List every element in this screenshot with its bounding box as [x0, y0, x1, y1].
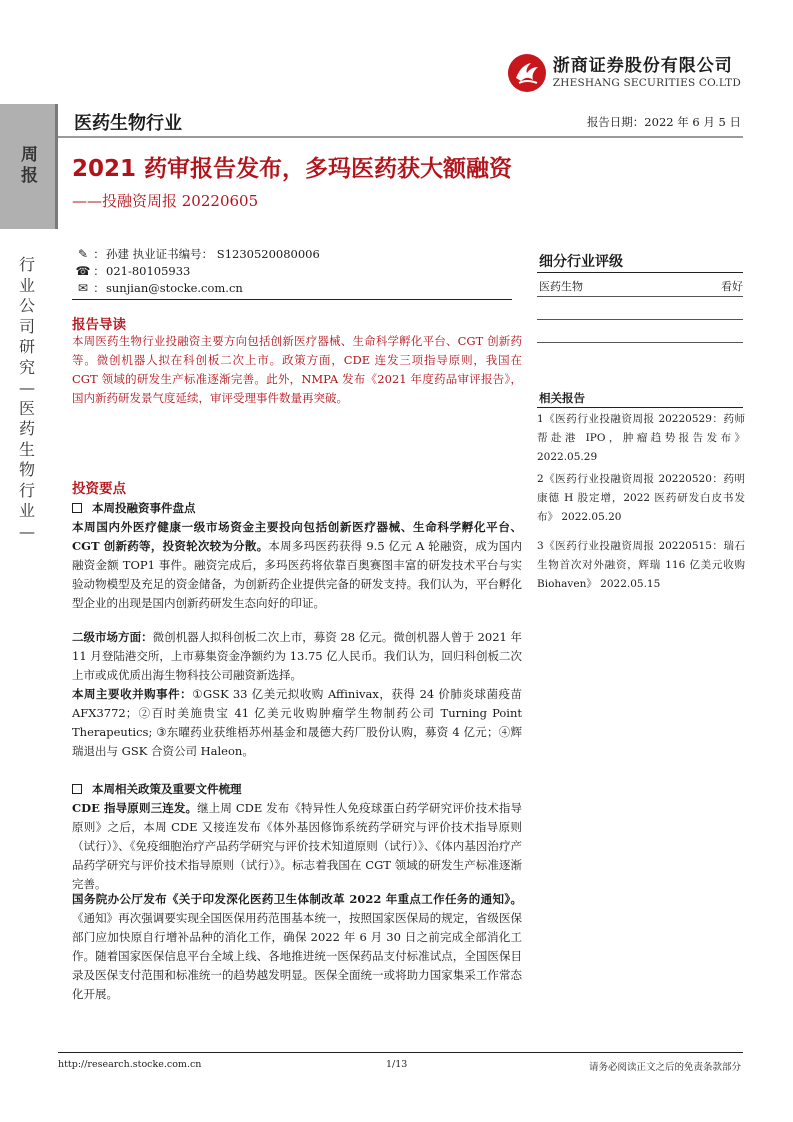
author-divider [72, 299, 512, 300]
industry-title: 医药生物行业 [74, 113, 182, 134]
rating-title: 细分行业评级 [539, 254, 623, 270]
vertical-label-char: 公 [18, 296, 35, 315]
envelope-icon: ✉ [77, 280, 89, 295]
points-heading: 投资要点 [72, 481, 126, 497]
header-divider [58, 136, 743, 138]
rating-divider [537, 272, 743, 273]
vertical-label-char: 司 [18, 316, 35, 336]
vertical-category-label [14, 255, 40, 542]
phone-row: ☎ ： 021-80105933 [75, 263, 191, 278]
vertical-label-char: 究 [18, 357, 35, 377]
vertical-label-char: 行 [18, 480, 35, 500]
vertical-label-char: 医 [18, 398, 35, 418]
doc-type-text: 周报 [17, 145, 37, 187]
vertical-label-char: 行 [18, 255, 35, 274]
related-title: 相关报告 [539, 391, 585, 405]
paragraph-primary-market: 本周国内外医疗健康一级市场资金主要投向包括创新医疗器械、生命科学孵化平台、CGT 创新药等，投资轮次较为分散。本周多玛医药获得 9.5 亿元 A 轮融资，成为国内融资金额 TOP1 事件。融资完成后，多玛医药将依靠百奥赛图丰富的研发技术平台与实验动物模型及充足的资金储备，为创新药企业提供完备的研发支持。我们认为，平台孵化型企业的出现是国内创新药研发生态向好的印证。 [72, 520, 522, 610]
author-row: ✎ ： 孙建 执业证书编号： S1230520080006 [74, 245, 320, 262]
company-logo-icon [507, 53, 547, 93]
footer-disclaimer: 请务必阅读正文之后的免责条款部分 [588, 1062, 741, 1073]
company-name-cn: 浙商证券股份有限公司 [552, 56, 733, 76]
email-address[interactable]: sunjian@stocke.com.cn [106, 280, 243, 295]
vertical-label-char: 药 [18, 419, 35, 438]
vertical-label-char: 研 [18, 337, 35, 356]
related-report-item[interactable]: 2《医药行业投融资周报 20220520：药明康德 H 股定增，2022 医药研发白皮书发布》 2022.05.20 [537, 473, 745, 523]
page-number: 1/13 [386, 1059, 408, 1070]
author-name: 孙建 执业证书编号： S1230520080006 [106, 246, 320, 261]
vertical-label-char: 生 [18, 439, 35, 459]
footer-divider [58, 1052, 743, 1053]
related-divider [537, 407, 743, 408]
email-row: ✉ ： sunjian@stocke.com.cn [74, 279, 243, 296]
rating-rule [537, 319, 743, 320]
rating-sector: 医药生物 [539, 280, 583, 293]
report-date: 报告日期：2022 年 6 月 5 日 [586, 115, 741, 129]
checkbox-bullet-icon [72, 503, 82, 513]
pencil-icon: ✎ [77, 246, 89, 261]
report-title: 2021 药审报告发布，多玛医药获大额融资 [72, 156, 513, 182]
subsection-policy: 本周相关政策及重要文件梳理 [72, 781, 242, 797]
subsection-financing: 本周投融资事件盘点 [72, 500, 196, 516]
guide-text: 本周医药生物行业投融资主要方向包括创新医疗器械、生命科学孵化平台、CGT 创新药等。微创机器人拟在科创板二次上市。政策方面，CDE 连发三项指导原则，我国在 CGT 领域的研发生产标准逐渐完善。此外，NMPA 发布《2021 年度药品审评报告》，国内新药研发景气度延续，审评受理事件数量再突破。 [72, 334, 522, 405]
footer-url[interactable]: http://research.stocke.com.cn [58, 1059, 202, 1070]
related-report-item[interactable]: 3《医药行业投融资周报 20220515：瑞石生物首次对外融资，辉瑞 116 亿美元收购 Biohaven》 2022.05.15 [537, 540, 745, 590]
left-band-divider [55, 104, 58, 229]
vertical-label-char: 业 [18, 275, 35, 295]
checkbox-bullet-icon [72, 784, 82, 794]
vertical-label-char: — [19, 378, 35, 397]
vertical-label-char: 物 [18, 460, 35, 479]
paragraph-state-council: 国务院办公厅发布《关于印发深化医药卫生体制改革 2022 年重点工作任务的通知》。《通知》再次强调要实现全国医保用药范围基本统一，按照国家医保局的规定，省级医保部门应加快原自行增补品种的消化工作，确保 2022 年 6 月 30 日之前完成全部消化工作。随着国家医保信息平台全域上线、各地推进统一医保药品支付标准试点，全国医保目录及医保支付范围和标准统一的趋势越发明显。医保全面统一或将助力国家集采工作常态化开展。 [72, 892, 522, 1001]
rating-row [539, 278, 743, 294]
rating-value: 看好 [721, 280, 743, 293]
paragraph-mna: 本周主要收并购事件：①GSK 33 亿美元拟收购 Affinivax，获得 24 价肺炎球菌疫苗 AFX3772；②百时美施贵宝 41 亿美元收购肿瘤学生物制药公司 Turning Point Therapeutics; ③东曜药业获维梧苏州基金和晟德大药厂股份认购，募资 4 亿元；④辉瑞退出与 GSK 合资公司 Haleon。 [72, 687, 523, 758]
company-logo [507, 52, 741, 94]
report-subtitle: ——投融资周报 20220605 [72, 192, 259, 210]
phone-icon: ☎ [75, 263, 91, 278]
vertical-label-char: 业 [18, 501, 35, 520]
phone-number: 021-80105933 [106, 263, 191, 278]
paragraph-cde: CDE 指导原则三连发。继上周 CDE 发布《特异性人免疫球蛋白药学研究评价技术指导原则》之后，本周 CDE 又接连发布《体外基因修饰系统药学研究与评价技术指导原则（试行）》、《免疫细胞治疗产品药学研究与评价技术知道原则（试行）》、《体内基因治疗产品药学研究与评价技术指导原则（试行）》。标志着我国在 CGT 领域的研发生产标准逐渐完善。 [72, 801, 522, 891]
rating-rule [537, 342, 743, 343]
rating-rule [537, 296, 743, 297]
guide-heading: 报告导读 [72, 317, 126, 333]
company-name-en: ZHESHANG SECURITIES CO.LTD [552, 77, 741, 89]
doc-type-label [14, 145, 40, 193]
paragraph-secondary-market: 二级市场方面：微创机器人拟科创板二次上市，募资 28 亿元。微创机器人曾于 2021 年 11 月登陆港交所，上市募集资金净额约为 13.75 亿人民币。我们认为，回归科创板二次上市或成优质出海生物科技公司融资新选择。 [72, 630, 522, 682]
vertical-label-char: — [19, 521, 35, 541]
related-report-item[interactable]: 1《医药行业投融资周报 20220529：药师帮赴港 IPO，肿瘤趋势报告发布》 2022.05.29 [537, 413, 745, 463]
